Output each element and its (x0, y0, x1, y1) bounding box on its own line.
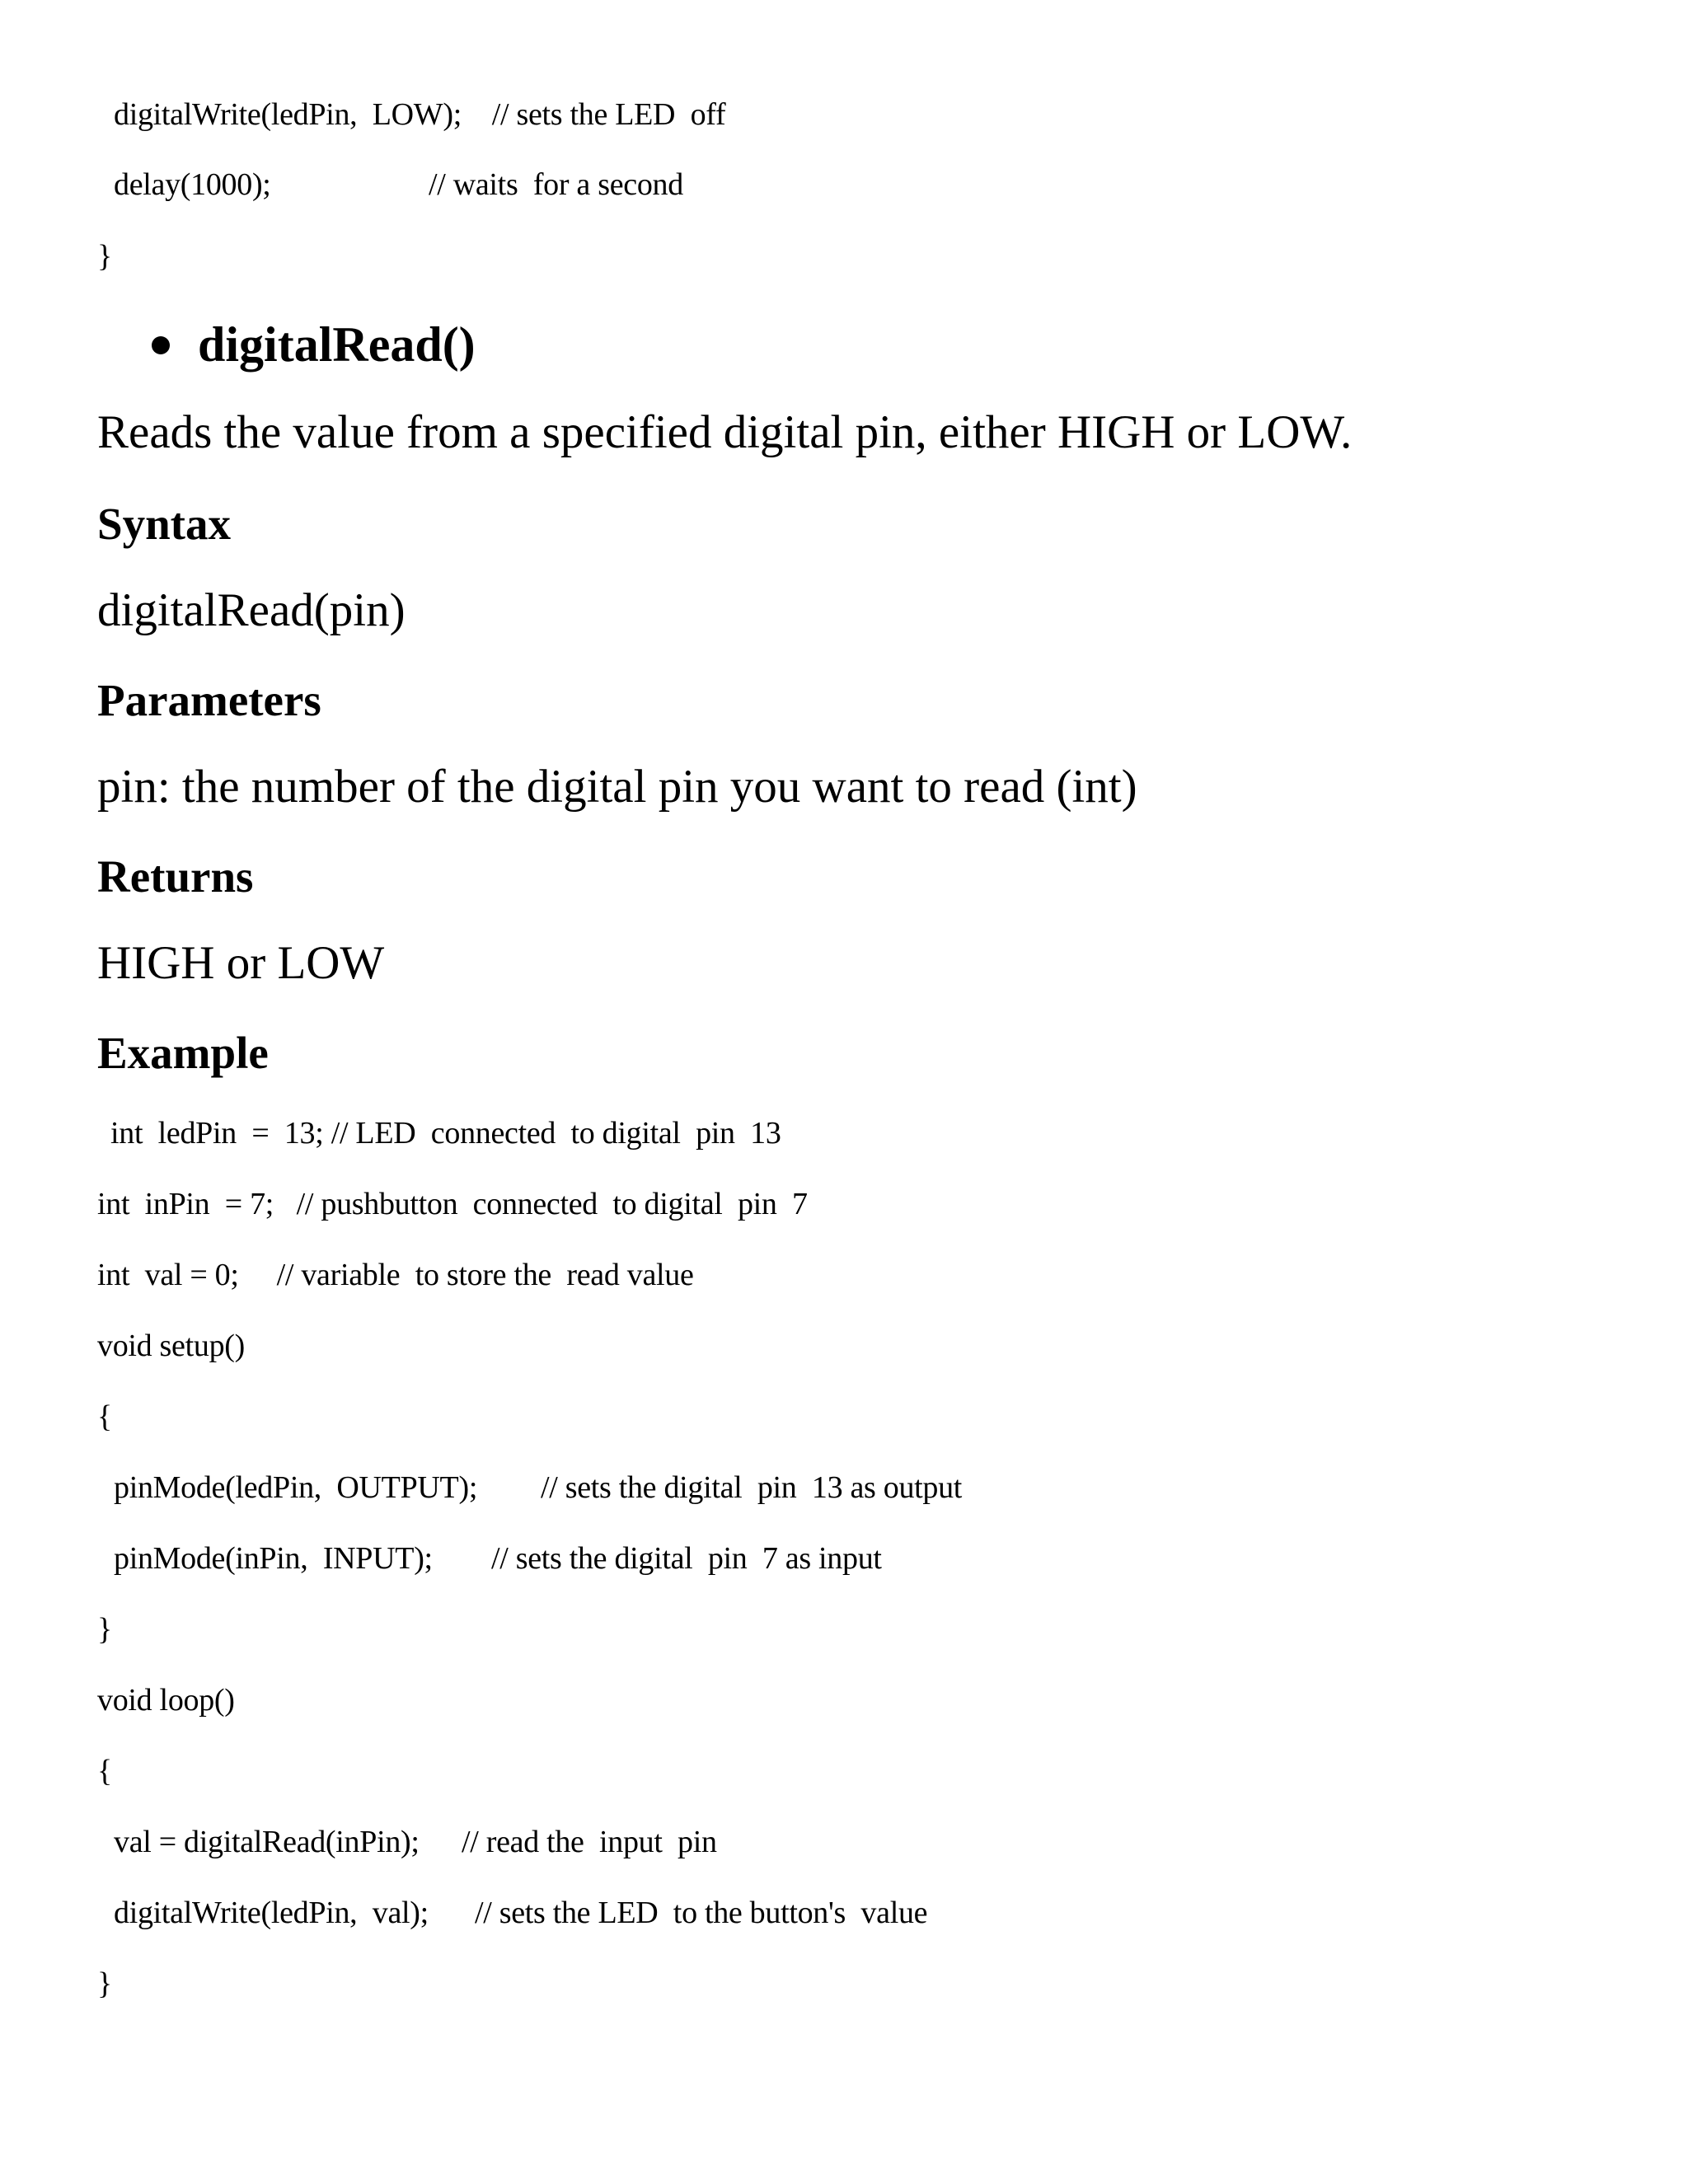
code-line-pinmode-inpin: pinMode(inPin, INPUT); (114, 1541, 433, 1576)
parameters-text: pin: the number of the digital pin you want to read (int) (97, 761, 1137, 813)
code-comment-digitalwrite-val: // sets the LED to the button's value (475, 1896, 928, 1930)
code-line-loop-open-brace: { (97, 1754, 112, 1788)
returns-text: HIGH or LOW (97, 937, 385, 989)
section-description: Reads the value from a specified digital pin, either HIGH or LOW. (97, 406, 1353, 458)
code-line-ledpin-decl: int ledPin = 13; // LED connected to digital pin 13 (110, 1116, 781, 1151)
code-line-inpin-decl: int inPin = 7; // pushbutton connected to digital pin 7 (97, 1187, 808, 1221)
syntax-heading: Syntax (97, 499, 231, 549)
code-line-delay: delay(1000); (114, 167, 271, 202)
code-comment-pinmode-inpin: // sets the digital pin 7 as input (491, 1541, 882, 1576)
code-line-setup-signature: void setup() (97, 1329, 245, 1363)
code-line-loop-close-brace: } (97, 1966, 112, 2001)
code-line-digitalwrite-val: digitalWrite(ledPin, val); (114, 1896, 429, 1930)
code-line-val-decl: int val = 0; // variable to store the read value (97, 1258, 694, 1292)
code-line-digitalwrite-low: digitalWrite(ledPin, LOW); // sets the LED off (114, 97, 726, 132)
parameters-heading: Parameters (97, 675, 321, 725)
code-line-pinmode-ledpin: pinMode(ledPin, OUTPUT); (114, 1470, 478, 1505)
example-heading: Example (97, 1028, 269, 1078)
code-line-setup-open-brace: { (97, 1399, 112, 1434)
syntax-text: digitalRead(pin) (97, 584, 406, 636)
code-comment-delay: // waits for a second (429, 167, 683, 202)
code-line-val-read: val = digitalRead(inPin); (114, 1825, 420, 1859)
code-comment-pinmode-ledpin: // sets the digital pin 13 as output (541, 1470, 963, 1505)
section-title: digitalRead() (198, 317, 476, 372)
code-comment-val-read: // read the input pin (462, 1825, 717, 1859)
code-line-setup-close-brace: } (97, 1612, 112, 1647)
bullet-icon (152, 336, 170, 354)
code-line-loop-signature: void loop() (97, 1683, 235, 1718)
code-closing-brace: } (97, 239, 112, 274)
returns-heading: Returns (97, 851, 254, 902)
